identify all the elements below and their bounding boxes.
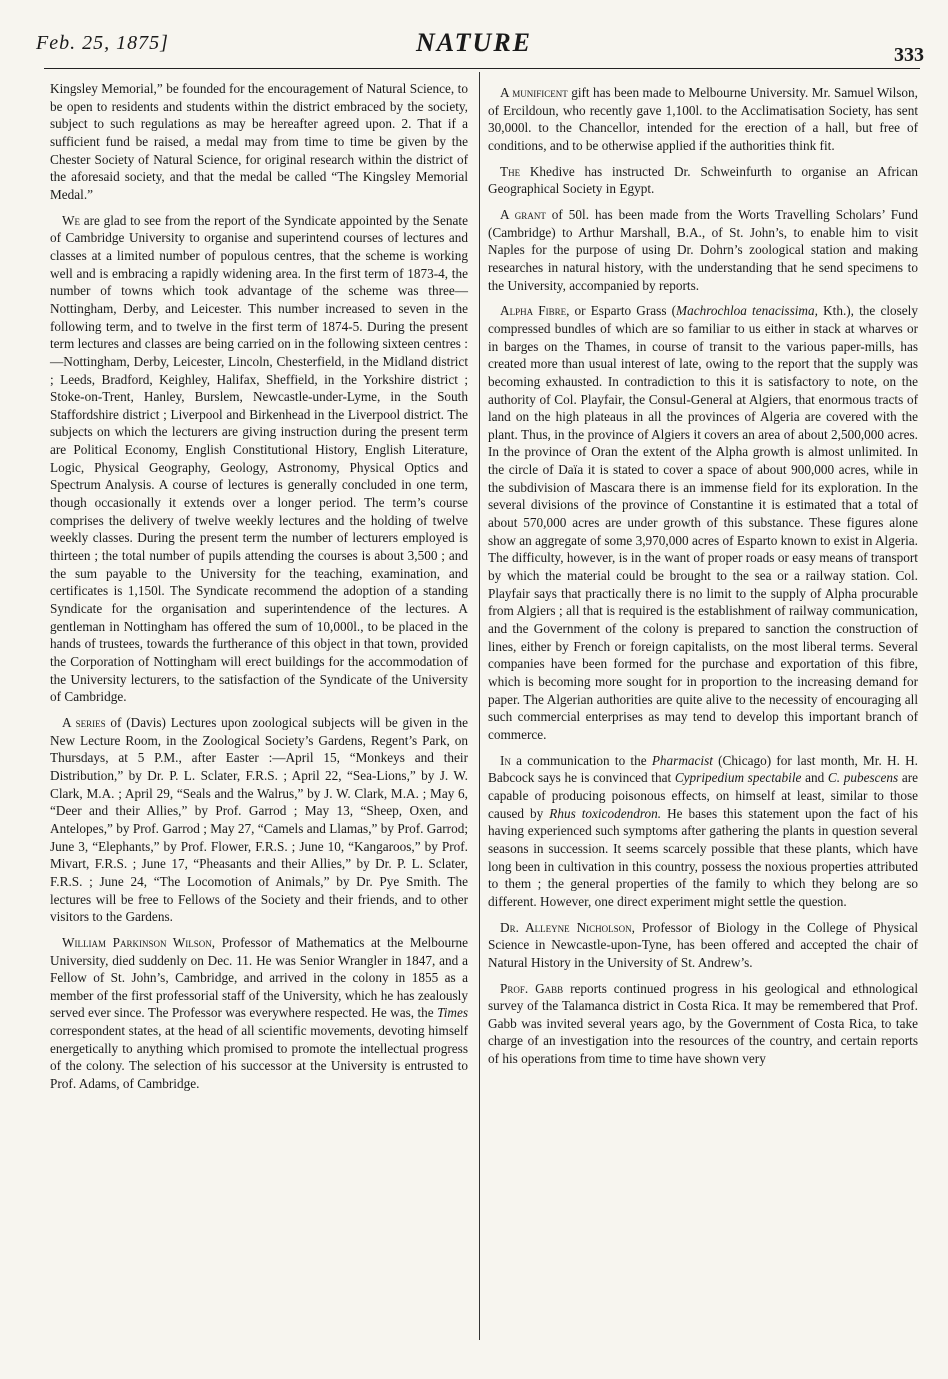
left-column	[50, 80, 468, 1101]
page-header	[0, 0, 948, 80]
paragraph-lead: The	[500, 163, 521, 179]
paragraph-lead: Prof. Gabb	[500, 980, 564, 996]
paragraph-italic: Times	[437, 1005, 468, 1021]
right-column	[488, 84, 918, 1076]
paragraph-lead: A grant	[500, 206, 546, 222]
paragraph-davis-lectures	[50, 714, 468, 926]
paragraph-text: correspondent states, at the head of all scientific movements, devoting himself energetically to anything which promised to promote the intellectual progress of the colony. The selection of his successor at the University is entrusted to Prof. Adams, of Cambridge.	[50, 1023, 468, 1092]
paragraph-gabb	[488, 980, 918, 1068]
paragraph-italic: C. pubescens	[827, 770, 899, 786]
paragraph-text: Kingsley Memorial,” be founded for the encouragement of Natural Science, to be open to residents and students within the district embraced by the society, subject to such regulations as may be hereafter agreed upon. 2. That if a sufficient fund be raised, a medal may from time to time be given by the Chester Society of Natural Science, for original research within the district of the aforesaid society, and that the medal be called “The Kingsley Memorial Medal.”	[50, 81, 468, 202]
paragraph-lead: Dr. Alleyne Nicholson,	[500, 919, 635, 935]
paragraph-text: of 50l. has been made from the Worts Travelling Scholars’ Fund (Cambridge) to Arthur Marshall, B.A., of St. John’s, to enable him to visit Naples for the purpose of using Dr. Dohrn’s zoological station and making researches in natural history, with the understanding that he send specimens to the University, accompanied by reports.	[488, 206, 918, 293]
paragraph-text: of (Davis) Lectures upon zoological subjects will be given in the New Lecture Room, in the Zoological Society’s Gardens, Regent’s Park, on Thursdays, at 5 P.M., after Easter :—April 15, “Monkeys and their Distribution,” by Dr. P. L. Sclater, F.R.S. ; April 22, “Sea-Lions,” by J. W. Clark, M.A. ; April 29, “Seals and the Walrus,” by J. W. Clark, M.A. ; May 6, “Deer and their Allies,” by Prof. Garrod ; May 13, “Sheep, Oxen, and Antelopes,” by Prof. Garrod ; May 27, “Camels and Llamas,” by Prof. Garrod; June 3, “Elephants,” by Prof. Flower, F.R.S. ; June 10, “Kangaroos,” by Prof. Mivart, F.R.S. ; June 17, “Pheasants and their Allies,” by Dr. P. L. Sclater, F.R.S. ; June 24, “The Locomotion of Animals,” by Dr. Pye Smith. The lectures will be free to Fellows of the Society and their friends, and to other visitors to the Gardens.	[50, 714, 468, 925]
paragraph-text: Professor of Mathematics at the Melbourne University, died suddenly on Dec. 11. He was Senior Wrangler in 1847, and a Fellow of St. John’s, Cambridge, and arrived in the colony in 1855 as a member of the first professorial staff of the University, which he has zealously served ever since. The Professor was everywhere respected. He was, the	[50, 934, 468, 1021]
paragraph-pharmacist	[488, 752, 918, 911]
paragraph-lead: Alpha Fibre,	[500, 303, 570, 319]
paragraph-italic: Pharmacist	[651, 752, 713, 768]
paragraph-italic: Rhus toxicodendron.	[549, 805, 662, 821]
journal-title: NATURE	[415, 28, 533, 57]
paragraph-alpha-fibre	[488, 302, 918, 743]
paragraph-worts-grant	[488, 206, 918, 294]
paragraph-khedive	[488, 163, 918, 198]
paragraph-lead: A series	[62, 714, 106, 730]
page-number: 333	[894, 44, 924, 66]
paragraph-italic: Machrochloa tenacissima,	[676, 303, 818, 319]
paragraph-lead: William Parkinson Wilson,	[62, 934, 216, 950]
paragraph-wilson-obituary	[50, 934, 468, 1093]
paragraph-text: Khedive has instructed Dr. Schweinfurth to organise an African Geographical Society in Egypt.	[488, 163, 918, 197]
paragraph-lead: We	[62, 212, 81, 228]
paragraph-text: He bases this statement upon the fact of his having experienced such symptoms after gathering the plants in question several seasons in succession. It seems scarcely possible that these plants, which have long been in cultivation in this country, possess the noxious properties attributed to them ; the general properties of the family to which they belong are so different. However, one direct experiment might settle the question.	[488, 805, 918, 909]
column-divider	[479, 72, 480, 1340]
header-rule	[44, 68, 920, 69]
paragraph-lead: A munificent	[500, 85, 568, 100]
paragraph-text: Professor of Biology in the College of Physical Science in Newcastle-upon-Tyne, has been offered and accepted the chair of Natural History in the University of St. Andrew’s.	[488, 919, 919, 970]
paragraph-text: reports continued progress in his geological and ethnological survey of the Talamanca district in Costa Rica. It may be remembered that Prof. Gabb was invited several years ago, by the Government of Costa Rica, to take charge of an investigation into the resources of the country, and certain reports of his operations from time to time have shown very	[488, 980, 918, 1067]
paragraph-kingsley-memorial	[50, 80, 468, 204]
paragraph-text: a communication to the	[510, 752, 652, 768]
paragraph-cambridge-lectures	[50, 212, 468, 706]
paragraph-text: and	[801, 770, 828, 786]
paragraph-nicholson	[488, 919, 918, 972]
paragraph-lead: In	[500, 752, 511, 768]
paragraph-text: are capable of producing poisonous effects, on himself at least, similar to those caused by	[488, 770, 918, 821]
paragraph-italic: Cypripedium spectabile	[674, 770, 802, 786]
paragraph-melbourne-gift	[488, 84, 918, 155]
paragraph-text: or Esparto Grass (	[569, 303, 677, 319]
issue-date: Feb. 25, 1875]	[36, 32, 169, 54]
paragraph-text: (Chicago) for last month, Mr. H. H. Babcock says he is convinced that	[488, 752, 918, 786]
paragraph-text: Kth.), the closely compressed bundles of which are so familiar to us either in stack at wharves or in barges on the Thames, in course of transit to the various paper-mills, has created more than usual interest of late, owing to the report that the supply was becoming exhausted. In contradiction to this it is satisfactory to note, on the authority of Col. Playfair, the Consul-General at Algiers, that enormous tracts of land on the high plateaus in all the provinces of Algeria are covered with the plant. Thus, in the province of Algiers it covers an area of about 2,500,000 acres. In the province of Oran the extent of the Alpha growth is almost unlimited. In the circle of Daïa it is stated to cover a space of about 900,000 acres, while in the subdivision of Mascara there is an immense field for its exploration. In the several divisions of the province of Constantine it is estimated that a total of about 570,000 acres are under growth of this substance. These figures alone show an aggregate of some 3,970,000 acres of Esparto known to exist in Algeria. The difficulty, however, is in the want of proper roads or easy means of transport by which the material could be brought to the sea or a railway station. Col. Playfair says that practically there is no limit to the supply of Alpha procurable from Algiers ; all that is required is the establishment of railway communication, and the Government of the colony is prepared to sanction the construction of lines, either by French or foreign capitalists, on the most liberal terms. Several companies have been formed for the purchase and exportation of this fibre, which is becoming more sought for in proportion to the increasing demand for paper. The Algerian authorities are quite alive to the necessity of encouraging all such commercial enterprises as may tend to develop this important branch of commerce.	[488, 303, 918, 742]
paragraph-text: are glad to see from the report of the Syndicate appointed by the Senate of Cambridge University to organise and superintend courses of lectures and classes at a limited number of populous centres, that the scheme is working well and is embracing a rapidly widening area. In the first term of 1873-4, the number of towns which took advantage of the scheme was three—Nottingham, Derby, and Leicester. This number increased to seven in the following term, and to twelve in the first term of 1874-5. During the present term lectures and classes are being carried on in the following sixteen centres :—Nottingham, Derby, Leicester, Lincoln, Chesterfield, in the Midland district ; Leeds, Bradford, Keighley, Halifax, Sheffield, in the Yorkshire district ; Stoke-on-Trent, Hanley, Burslem, Newcastle-under-Lyme, in the South Staffordshire district ; Liverpool and Birkenhead in the Liverpool district. The subjects on which the lecturers are giving instruction during the present term are Political Economy, English Constitutional History, English Literature, Logic, Physical Geography, Geology, Astronomy, Physical Optics and Spectrum Analysis. A course of lectures is generally concluded in one term, though occasionally it extends over a longer period. The term’s course comprises the delivery of twelve weekly lectures and the holding of twelve weekly classes. During the present term the number of lecturers employed is thirteen ; the total number of pupils attending the courses is about 3,500 ; and the sum payable to the University for the teaching, examination, and certificates is 1,150l. The Syndicate recommend the adoption of a standing Syndicate for the organisation and superintendence of the lectures. A gentleman in Nottingham has offered the sum of 10,000l., to be placed in the hands of trustees, towards the furtherance of this object in that town, provided the Corporation of Nottingham will erect buildings for the accommodation of the University lecturers, to the satisfaction of the Syndicate of the University of Cambridge.	[50, 212, 468, 705]
paragraph-text: gift has been made to Melbourne University. Mr. Samuel Wilson, of Ercildoun, who recently gave 1,100l. to the Acclimatisation Society, has sent 30,000l. to the Chancellor, intended for the erection of a hall, but free of conditions, and to be otherwise applied if the authorities think fit.	[488, 85, 918, 153]
